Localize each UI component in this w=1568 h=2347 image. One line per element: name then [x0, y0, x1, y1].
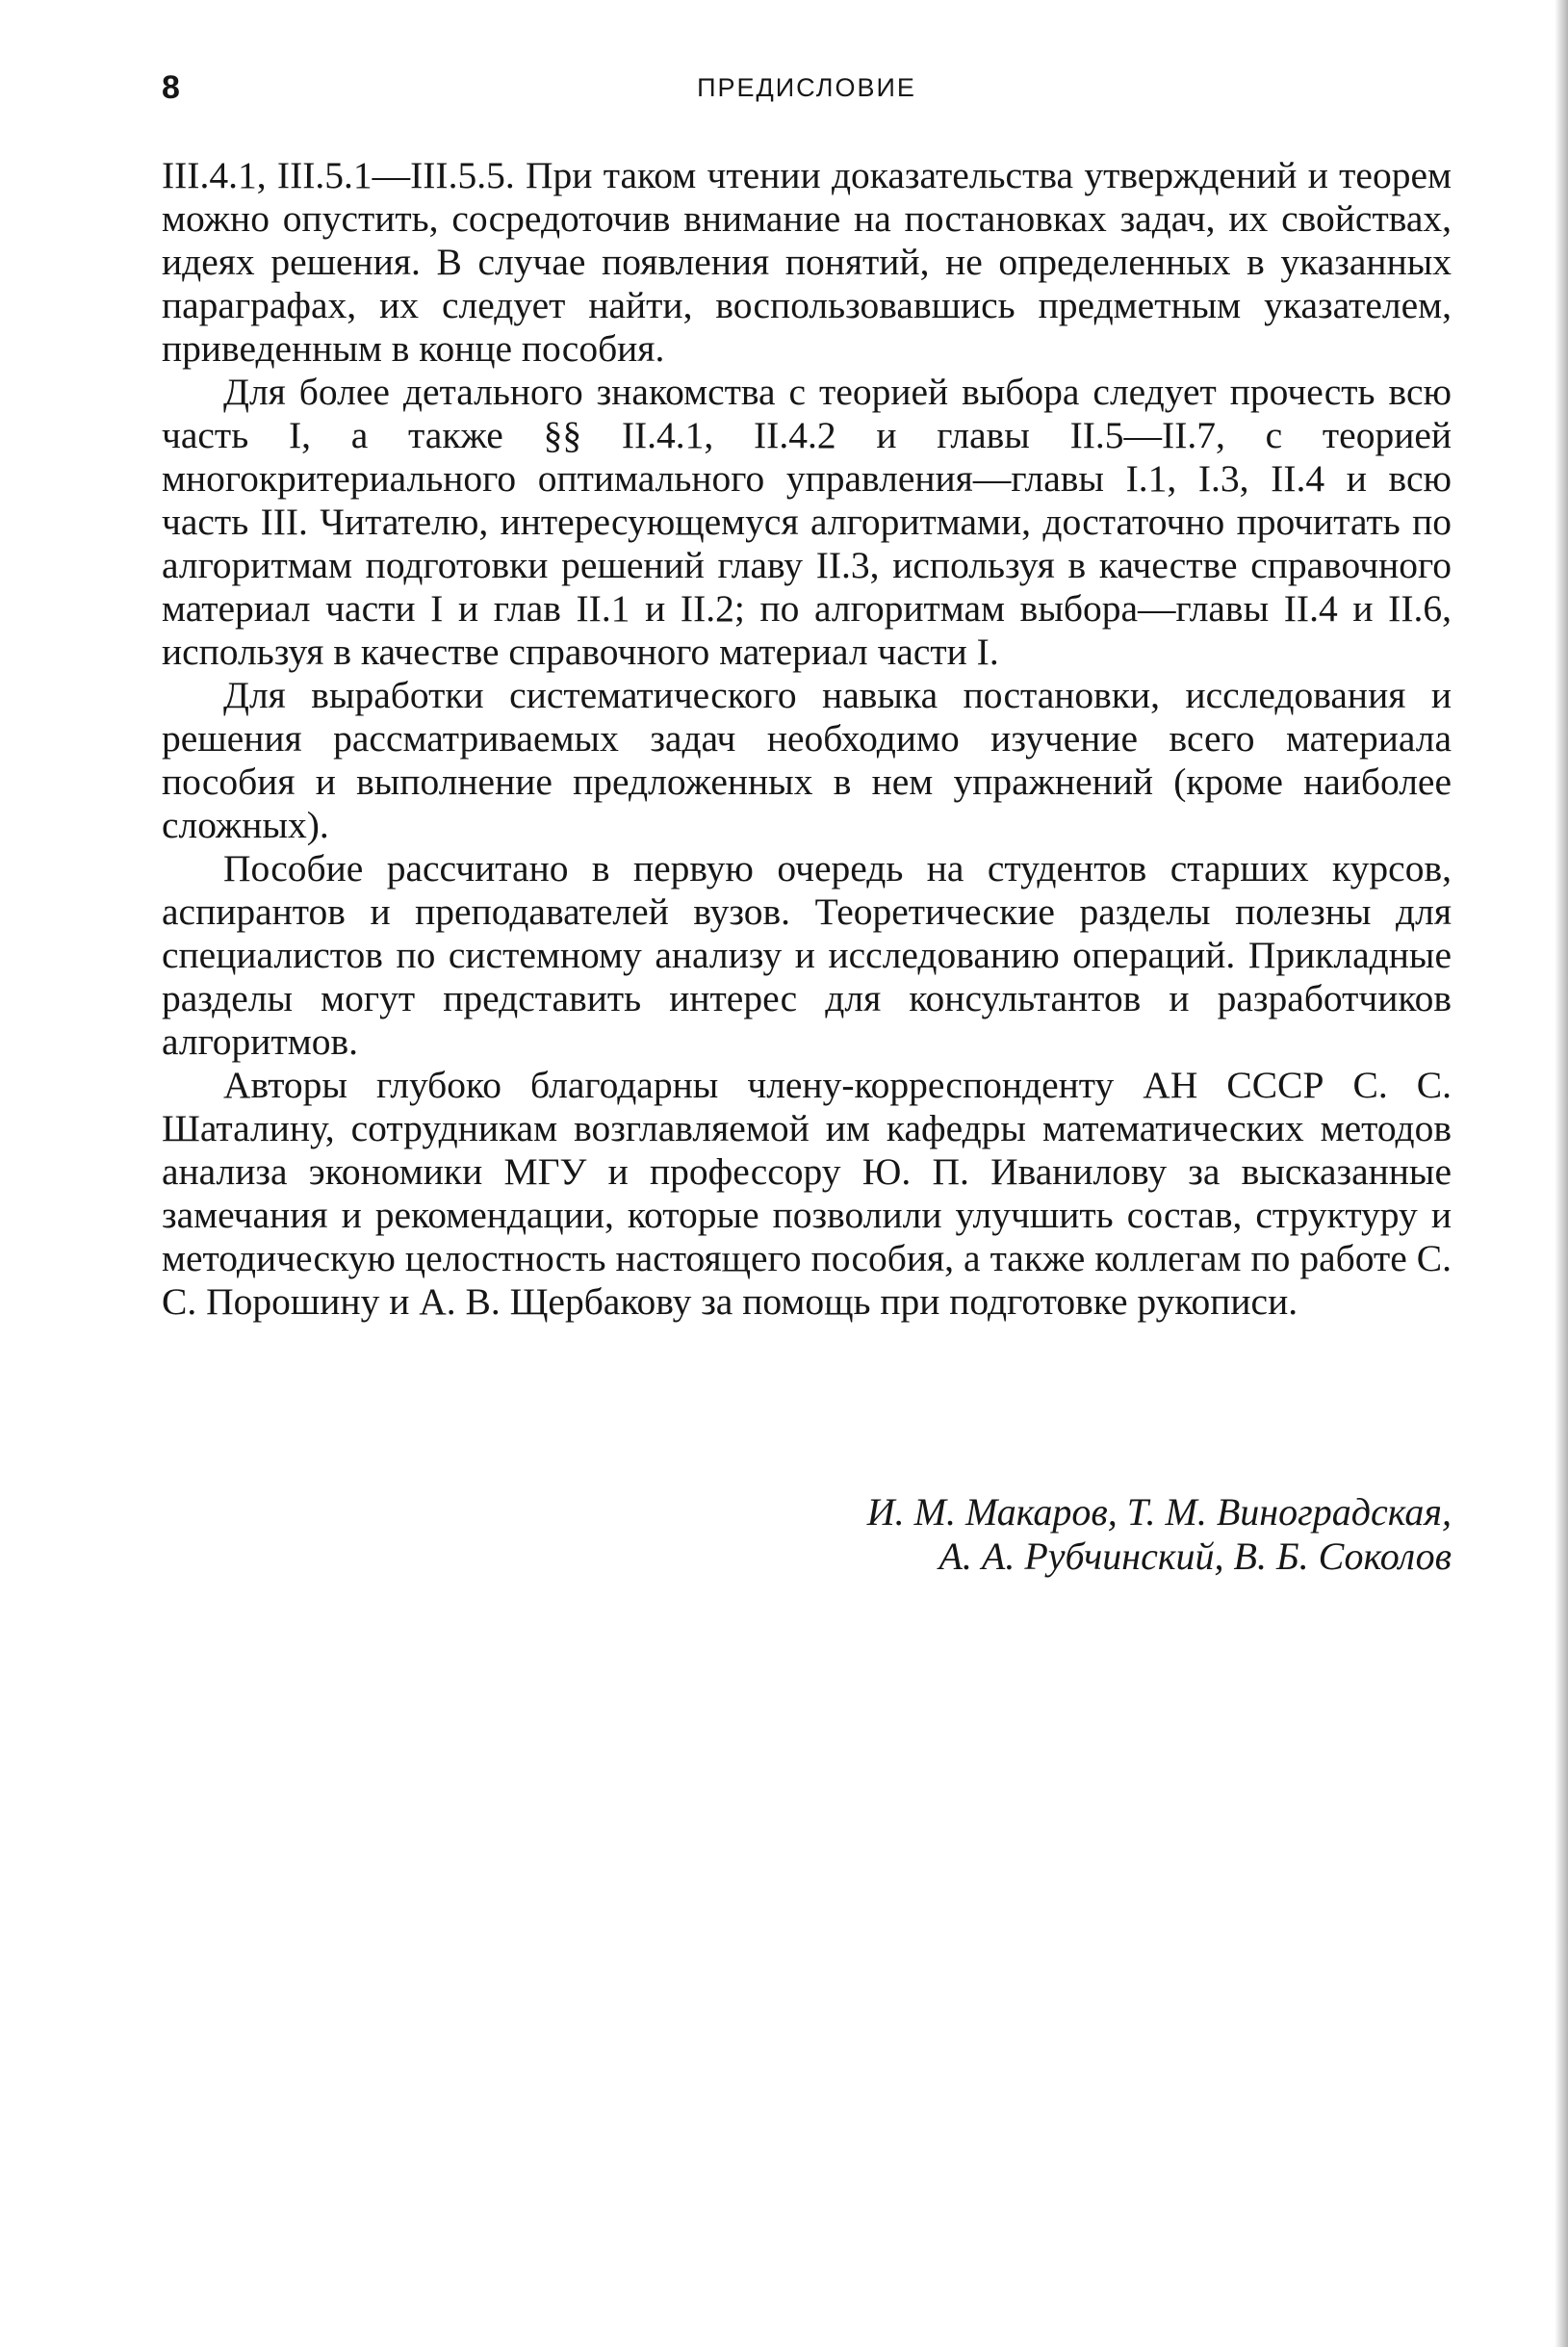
paragraph-continuation: III.4.1, III.5.1—III.5.5. При таком чтении доказательства утверждений и теорем можно опустить, сосредоточив внимание на постановках задач, их свойствах, идеях решения. В случае появления понятий, не определенных в указанных параграфах, их следует найти, воспользовавшись предметным указателем, приведенным в конце пособия. — [162, 154, 1452, 370]
page-edge-shadow — [1555, 0, 1568, 2347]
page-header — [162, 69, 1452, 117]
page-number: 8 — [162, 69, 180, 106]
paragraph-systematic-study: Для выработки систематического навыка постановки, исследования и решения рассматриваемых задач необходимо изучение всего материала пособия и выполнение предложенных в нем упражнений (кроме наиболее сложных). — [162, 674, 1452, 846]
paragraph-audience: Пособие рассчитано в первую очередь на студентов старших курсов, аспирантов и преподавателей вузов. Теоретические разделы полезны для специалистов по системному анализу и исследованию операций. Прикладные разделы могут представить интерес для консультантов и разработчиков алгоритмов. — [162, 847, 1452, 1063]
body-text — [162, 154, 1452, 1324]
running-title: ПРЕДИСЛОВИЕ — [697, 73, 916, 102]
signature-line-2: А. А. Рубчинский, В. Б. Соколов — [938, 1535, 1452, 1578]
paragraph-reading-guide: Для более детального знакомства с теорией выбора следует прочесть всю часть I, а также §§ II.4.1, II.4.2 и главы II.5—II.7, с теорией многокритериального оптимального управления—главы I.1, I.3, II.4 и всю часть III. Читателю, интересующемуся алгоритмами, достаточно прочитать по алгоритмам подготовки решений главу II.3, используя в качестве справочного материал части I и глав II.1 и II.2; по алгоритмам выбора—главы II.4 и II.6, используя в качестве справочного материал части I. — [162, 371, 1452, 673]
signature-line-1: И. М. Макаров, Т. М. Виноградская, — [866, 1490, 1452, 1534]
paragraph-acknowledgements: Авторы глубоко благодарны члену-корреспонденту АН СССР С. С. Шаталину, сотрудникам возглавляемой им кафедры математических методов анализа экономики МГУ и профессору Ю. П. Иванилову за высказанные замечания и рекомендации, которые позволили улучшить состав, структуру и методическую целостность настоящего пособия, а также коллегам по работе С. С. Порошину и А. В. Щербакову за помощь при подготовке рукописи. — [162, 1064, 1452, 1323]
authors-signature — [162, 1490, 1452, 1579]
